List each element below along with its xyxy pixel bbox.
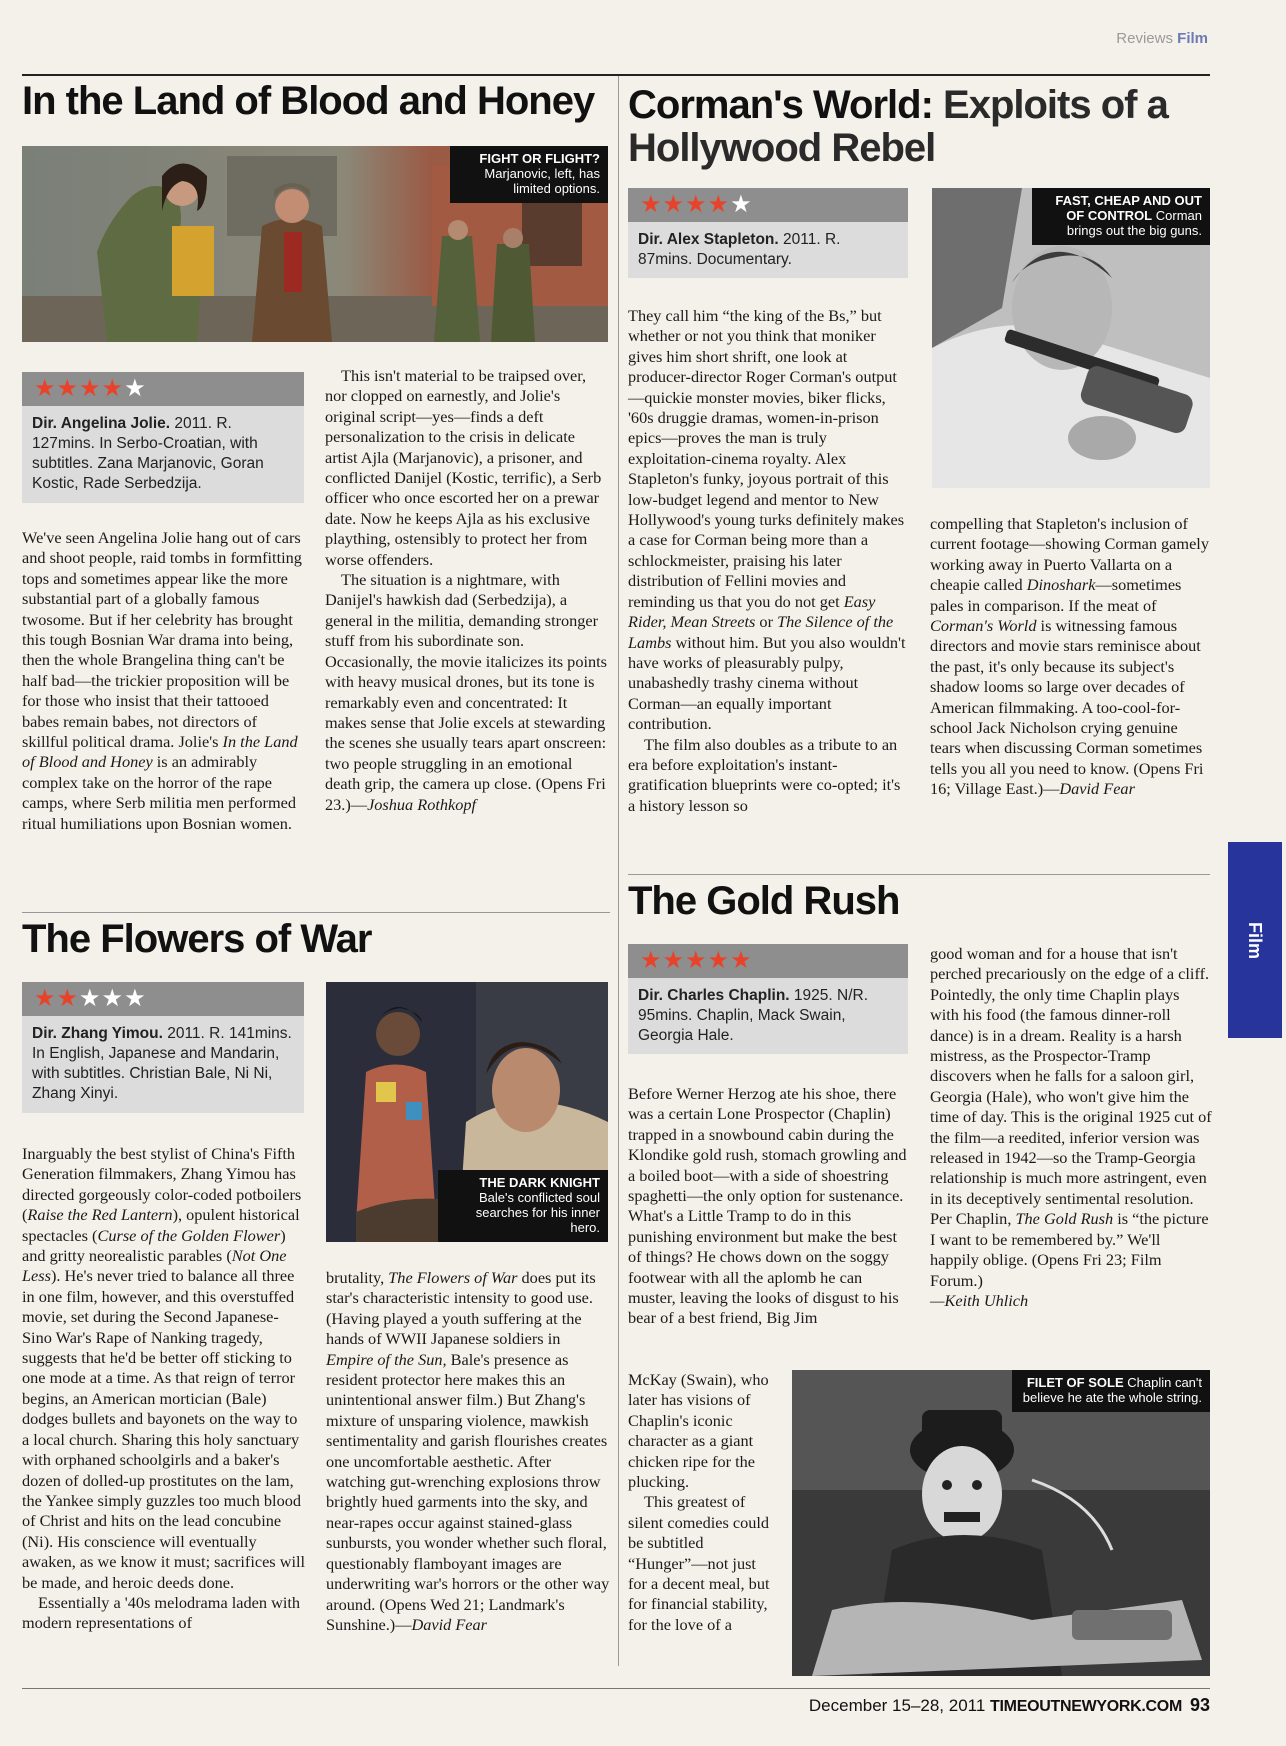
star-filled-icon: ★ [56,376,80,402]
star-empty-icon: ★ [124,986,147,1012]
footer-rule [22,1688,1210,1689]
photo-blood-honey [22,146,608,342]
film-details [628,222,908,278]
photo-gold-rush [792,1370,1210,1676]
star-filled-icon: ★ [685,192,708,218]
star-empty-icon: ★ [124,376,147,402]
star-rating [628,188,908,222]
body-col2-cormans-world: compelling that Stapleton's inclusion of current footage—showing Corman gamely working away in Puerto Vallarta on a cheapie called Dinoshark—sometimes pales in comparison. If the meat of Corman's World is witnessing famous directors and movie stars reminisce about the past, it's only because its subject's shadow looms so large over decades of American filmmaking. A too-cool-for-school Jack Nicholson crying genuine tears when discussing Corman sometimes tells you all you need to know. (Opens Fri 16; Village East.)—David Fear [930,514,1209,799]
director: Dir. Zhang Yimou. [32,1025,163,1042]
details: 2011. R. 141mins. In English, Japanese and Mandarin, with subtitles. Christian Bale, Ni Ni, Zhang Xinyi. [32,1025,292,1103]
review-title-gold-rush: The Gold Rush [628,879,900,923]
issue-dates: December 15–28, 2011 [808,1696,986,1715]
star-rating [22,372,304,406]
director: Dir. Charles Chaplin. [638,987,790,1004]
byline: David Fear [411,1614,487,1634]
section-label: Reviews [1116,30,1173,47]
film-details [22,406,304,503]
body-col1-cormans-world: They call him “the king of the Bs,” but whether or not you think that moniker gives him short shrift, one look at producer-director Roger Corman's output—quickie monster movies, biker flicks, '60s druggie dramas, women-in-prison epics—proves the man is truly exploitation-cinema royalty. Alex Stapleton's funky, joyous portrait of this low-budget legend and mentor to New Hollywood's young turks definitely makes a case for Corman being more than a schlockmeister, praising his later distribution of Fellini movies and reminding us that you do not get Easy Rider, Mean Streets or The Silence of the Lambs without him. But you also wouldn't have works of pleasurably pulpy, unabashedly trashy cinema without Corman—an equally important contribution. The film also doubles as a tribute to an era before exploitation's instant-gratification blueprints were co-opted; it's a history lesson so [628,306,906,815]
film-section-tab[interactable] [1228,842,1282,1038]
rating-box-cormans-world [628,188,908,278]
star-empty-icon: ★ [79,986,102,1012]
review-title-cormans-world: Corman's World: Exploits of a Hollywood Rebel [628,83,1168,171]
byline: Joshua Rothkopf [367,794,477,814]
caption-head: THE DARK KNIGHT [479,1175,600,1191]
star-rating [22,982,304,1016]
star-filled-icon: ★ [34,376,57,402]
details: 1925. N/R. 95mins. Chaplin, Mack Swain, Georgia Hale. [638,987,869,1045]
review-title-blood-honey: In the Land of Blood and Honey [22,79,595,123]
divider-left [22,912,610,913]
page-footer [809,1695,1210,1716]
photo-cormans-world [932,188,1210,488]
site-name: TIMEOUTNEWYORK.COM [990,1698,1182,1715]
caption-text: Bale's conflicted soul searches for his inner hero. [475,1190,600,1236]
film-details [628,978,908,1054]
review-title-flowers-war: The Flowers of War [22,917,372,961]
director: Dir. Angelina Jolie. [32,415,171,432]
photo-caption-flowers-war [438,1170,608,1242]
body-col1-gold-rush: Before Werner Herzog ate his shoe, there was a certain Lone Prospector (Chaplin) trapped in a snowbound cabin during the Klondike gold rush, stomach growling and a boiled boot—with a side of shoestring spaghetti—the only option for sustenance. What's a Little Tramp to do in this punishing environment but make the best of things? He chows down on the soggy footwear with all the aplomb he can muster, leaving the looks of disgust to his bear of a best friend, Big Jim [628,1084,907,1328]
byline: David Fear [1059,779,1135,799]
byline: —Keith Uhlich [930,1290,1029,1310]
body-col2-blood-honey: This isn't material to be traipsed over, nor clopped on earnestly, and Jolie's original script—yes—finds a deft personalization to the crisis in delicate artist Ajla (Marjanovic), a prisoner, and conflicted Danijel (Kostic, terrific), a Serb officer who once escorted her on a prewar date. Now he keeps Ajla as his exclusive plaything, ostensibly to protect her from worse offenders. The situation is a nightmare, with Danijel's hawkish dad (Serbedzija), a general in the militia, demanding stronger stuff from his subordinate son. Occasionally, the movie italicizes its points with heavy musical drones, but its tone is remarkably even and concentrated: It makes sense that Jolie excels at stewarding the scenes she usually tears apart onscreen: two people struggling in an emotional death grip, the camera up close. (Opens Fri 23.)—Joshua Rothkopf [325,366,607,814]
body-col2-gold-rush: good woman and for a house that isn't perched precariously on the edge of a cliff. Pointedly, the only time Chaplin plays with his food (the famous dinner-roll dance) is in a dream. Reality is a harsh mistress, as the Prospector-Tramp discovers when he falls for a saloon girl, Georgia (Hale), who won't give him the time of day. This is the original 1925 cut of the film—a reedited, inferior version was released in 1942—so the Tramp-Georgia relationship is much more astringent, even in its deceptively sentimental resolution. Per Chaplin, The Gold Rush is “the picture I want to be remembered by.” We'll happily oblige. (Opens Fri 23; Film Forum.) —Keith Uhlich [930,944,1212,1310]
body-col1-flowers-war: Inarguably the best stylist of China's Fifth Generation filmmakers, Zhang Yimou has directed gorgeously color-coded potboilers (Raise the Red Lantern), opulent historical spectacles (Curse of the Golden Flower) and gritty neorealistic parables (Not One Less). He's never tried to balance all three in one film, however, and this overstuffed movie, set during the Second Japanese-Sino War's Rape of Nanking tragedy, suggests that he'd be better off sticking to one mode at a time. As that reign of terror begins, an American mortician (Bale) dodges bullets and bayonets on the way to a local church. Sharing this holy sanctuary with orphaned schoolgirls and a baker's dozen of dolled-up prostitutes on the lam, the Yankee simply guzzles too much blood of Christ and hits on the lead concubine (Ni). His conscience will eventually awaken, as we know it must; sacrifices will be made, and heroic deeds done. Essentially a '40s melodrama laden with modern representations of [22,1144,306,1633]
star-filled-icon: ★ [34,986,57,1012]
star-filled-icon: ★ [640,948,663,974]
star-filled-icon: ★ [707,948,731,974]
details: 2011. R. 87mins. Documentary. [638,231,841,269]
top-rule [22,74,1210,76]
scene-illustration [792,1370,1210,1676]
star-empty-icon: ★ [101,986,125,1012]
caption-head: FAST, CHEAP AND OUT OF CONTROL [1055,193,1202,223]
caption-text: Corman brings out the big guns. [1066,207,1202,238]
column-divider [618,76,619,1666]
star-filled-icon: ★ [640,192,663,218]
star-filled-icon: ★ [662,948,686,974]
star-filled-icon: ★ [101,376,125,402]
caption-head: FIGHT OR FLIGHT? [479,151,600,166]
rating-box-blood-honey [22,372,304,503]
caption-text: Chaplin can't believe he ate the whole string. [1022,1375,1202,1405]
body-col2-flowers-war: brutality, The Flowers of War does put its star's characteristic intensity to good use. (Having played a youth suffering at the hands of WWII Japanese soldiers in Empire of the Sun, Bale's presence as resident protector here makes this an unintentional answer film.) But Zhang's mixture of unsparing violence, mawkish sentimentality and garish flourishes creates one uncomfortable aesthetic. After watching gut-wrenching explosions throw brightly hued garments into the sky, and near-rapes occur against stained-glass sunbursts, you wonder whether such floral, questionably flamboyant images are underwriting war's horrors or the other way around. (Opens Wed 21; Landmark's Sunshine.)—David Fear [326,1268,610,1634]
star-filled-icon: ★ [79,376,102,402]
caption-head: FILET OF SOLE [1026,1375,1124,1390]
photo-flowers-war [326,982,608,1242]
photo-caption-cormans-world [1032,188,1210,245]
caption-text: Marjanovic, left, has limited options. [484,165,600,196]
body-col1b-gold-rush: McKay (Swain), who later has visions of Chaplin's iconic character as a giant chicken ripe for the plucking. This greatest of silent comedies could be subtitled “Hunger”—not just for a decent meal, but for financial stability, for the love of a [628,1370,770,1634]
director: Dir. Alex Stapleton. [638,231,779,248]
rating-box-gold-rush [628,944,908,1054]
photo-caption-gold-rush [1012,1370,1210,1412]
star-filled-icon: ★ [662,192,686,218]
star-filled-icon: ★ [685,948,708,974]
star-rating [628,944,908,978]
star-filled-icon: ★ [56,986,80,1012]
film-details [22,1016,304,1113]
rating-box-flowers-war [22,982,304,1113]
star-filled-icon: ★ [707,192,731,218]
details: 2011. R. 127mins. In Serbo-Croatian, with subtitles. Zana Marjanovic, Goran Kostic, Rade Serbedzija. [32,415,264,493]
page-number: 93 [1189,1695,1210,1715]
body-col1-blood-honey: We've seen Angelina Jolie hang out of cars and shoot people, raid tombs in formfitting tops and sometimes appear like the more substantial part of a globally famous twosome. But if her celebrity has brought this tough Bosnian War drama into being, then the whole Brangelina thing can't be half bad—the trickier proposition will be for those who insist that their tattooed babes remain babes, not directors of skillful political drama. Jolie's In the Land of Blood and Honey is an admirably complex take on the horror of the rape camps, where Serb militia men performed ritual humiliations upon Bosnian women. [22,528,302,833]
star-filled-icon: ★ [730,948,753,974]
divider-right [628,874,1210,875]
photo-caption-blood-honey [450,146,608,203]
star-empty-icon: ★ [730,192,753,218]
section-tab-label: Film [1245,921,1266,959]
category-label: Film [1177,30,1208,47]
section-header [1116,30,1208,47]
